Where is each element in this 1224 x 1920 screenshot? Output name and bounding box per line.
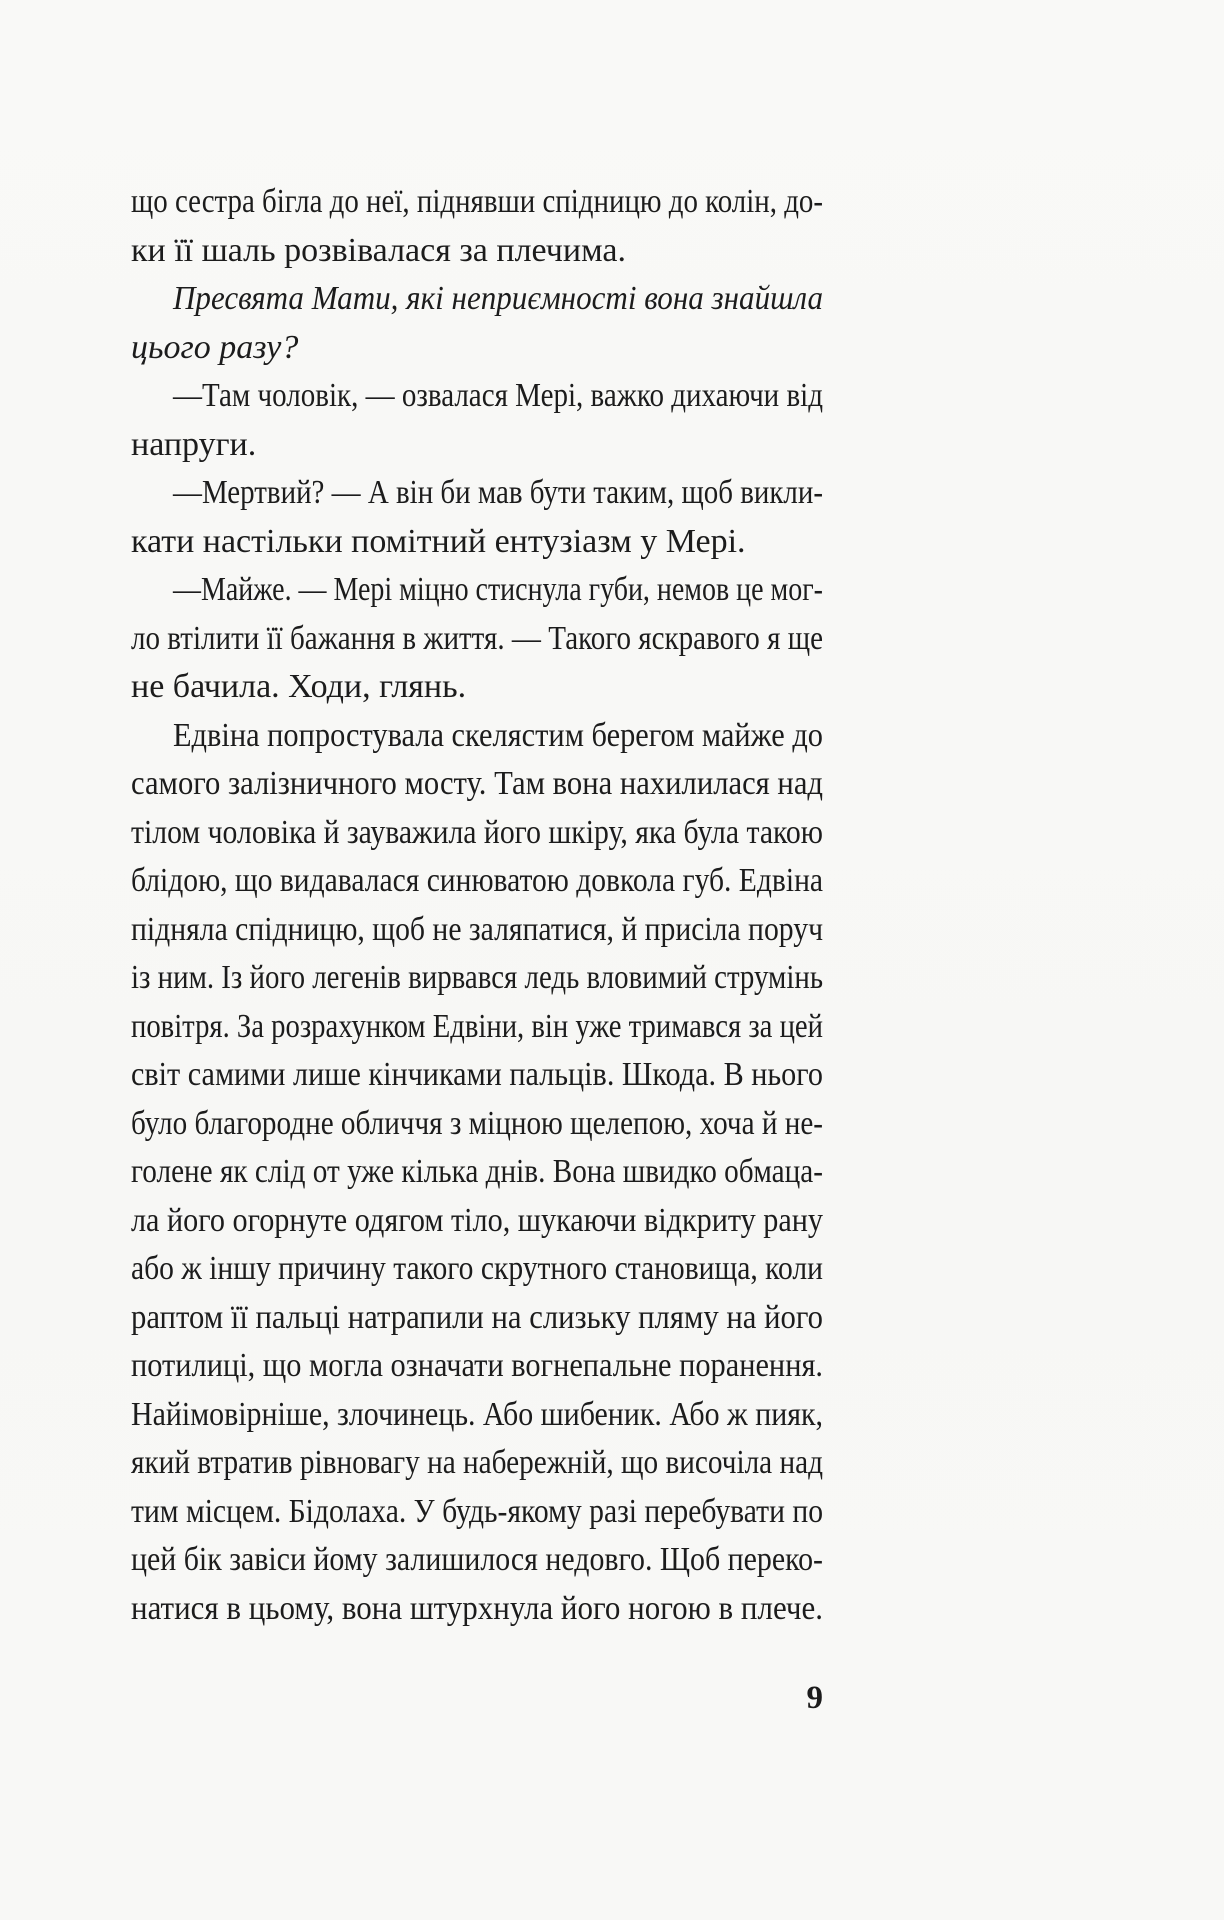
text-line-content: цей бік завіси йому залишилося недовго. Щоб переко- xyxy=(131,1541,823,1578)
text-line xyxy=(131,663,823,712)
text-line xyxy=(131,518,823,567)
text-line-content: напруги. xyxy=(131,425,257,463)
paragraph xyxy=(131,712,823,1634)
text-line xyxy=(131,857,823,906)
text-line-content: цього разу? xyxy=(131,328,299,366)
text-line-content: тілом чоловіка й зауважила його шкіру, яка була такою xyxy=(131,813,823,851)
text-column xyxy=(131,178,823,1633)
text-line xyxy=(131,1536,823,1585)
text-line-content: було благородне обличчя з міцною щелепою, хоча й не- xyxy=(131,1104,823,1142)
text-line xyxy=(173,566,823,615)
text-line xyxy=(131,324,823,373)
text-line xyxy=(131,1391,823,1440)
text-line xyxy=(131,1148,823,1197)
text-line xyxy=(131,1294,823,1343)
text-line-content: ла його огорнуте одягом тіло, шукаючи відкриту рану xyxy=(131,1201,823,1239)
text-line xyxy=(131,1100,823,1149)
text-line xyxy=(131,615,823,664)
text-line-content: Едвіна попростувала скелястим берегом майже до xyxy=(173,716,823,754)
text-line xyxy=(131,1439,823,1488)
page-number: 9 xyxy=(806,1680,823,1716)
text-line-content: самого залізничного мосту. Там вона нахилилася над xyxy=(131,765,823,802)
text-line-content: повітря. За розрахунком Едвіни, він уже тримався за цей xyxy=(131,1007,823,1045)
text-line-content: із ним. Із його легенів вирвався ледь вловимий струмінь xyxy=(131,959,823,996)
text-line-content: або ж іншу причину такого скрутного становища, коли xyxy=(131,1250,823,1287)
text-line xyxy=(131,809,823,858)
text-line-content: підняла спідницю, щоб не заляпатися, й присіла поруч xyxy=(131,910,823,948)
text-line-content: Найімовірніше, злочинець. Або шибеник. Або ж пияк, xyxy=(131,1395,823,1433)
text-line-content: блідою, що видавалася синюватою довкола губ. Едвіна xyxy=(131,862,823,899)
text-line-content: який втратив рівновагу на набережній, що височіла над xyxy=(131,1444,823,1481)
text-line-content: —Майже. — Мері міцно стиснула губи, немов це мог- xyxy=(173,571,823,608)
text-line-content: не бачила. Ходи, глянь. xyxy=(131,668,467,705)
text-line xyxy=(131,1342,823,1391)
text-line xyxy=(131,1003,823,1052)
text-line-content: що сестра бігла до неї, піднявши спідницю до колін, до- xyxy=(131,183,823,220)
text-line xyxy=(131,1245,823,1294)
text-line-content: кати настільки помітний ентузіазм у Мері. xyxy=(131,522,746,560)
text-line xyxy=(131,954,823,1003)
text-line xyxy=(131,906,823,955)
text-line xyxy=(131,760,823,809)
text-line xyxy=(173,372,823,421)
paragraph xyxy=(131,275,823,372)
text-line-content: раптом її пальці натрапили на слизьку пляму на його xyxy=(131,1298,823,1336)
text-line-content: —Мертвий? — А він би мав бути таким, щоб викли- xyxy=(173,474,823,511)
text-line-content: тим місцем. Бідолаха. У будь-якому разі перебувати по xyxy=(131,1492,823,1530)
text-line-content: потилиці, що могла означати вогнепальне поранення. xyxy=(131,1347,823,1384)
text-line xyxy=(131,227,823,276)
text-line-content: натися в цьому, вона штурхнула його ногою в плече. xyxy=(131,1589,823,1627)
text-line xyxy=(173,469,823,518)
paragraph xyxy=(131,372,823,469)
text-line-content: голене як слід от уже кілька днів. Вона швидко обмаца- xyxy=(131,1153,823,1190)
text-line-content: ло втілити її бажання в життя. — Такого яскравого я ще xyxy=(131,619,823,657)
text-line xyxy=(131,421,823,470)
paragraph xyxy=(131,178,823,275)
paragraph xyxy=(131,566,823,712)
text-line-content: ки її шаль розвівалася за плечима. xyxy=(131,231,626,269)
text-line xyxy=(131,1585,823,1634)
text-line-content: Пресвята Мати, які неприємності вона знайшла xyxy=(173,280,823,317)
text-line xyxy=(131,178,823,227)
text-line-content: —Там чоловік, — озвалася Мері, важко дихаючи від xyxy=(173,377,823,414)
text-line xyxy=(131,1051,823,1100)
text-line xyxy=(173,275,823,324)
text-line-content: світ самими лише кінчиками пальців. Шкода. В нього xyxy=(131,1056,823,1093)
text-line xyxy=(131,1488,823,1537)
text-line xyxy=(131,1197,823,1246)
text-line xyxy=(173,712,823,761)
paragraph xyxy=(131,469,823,566)
